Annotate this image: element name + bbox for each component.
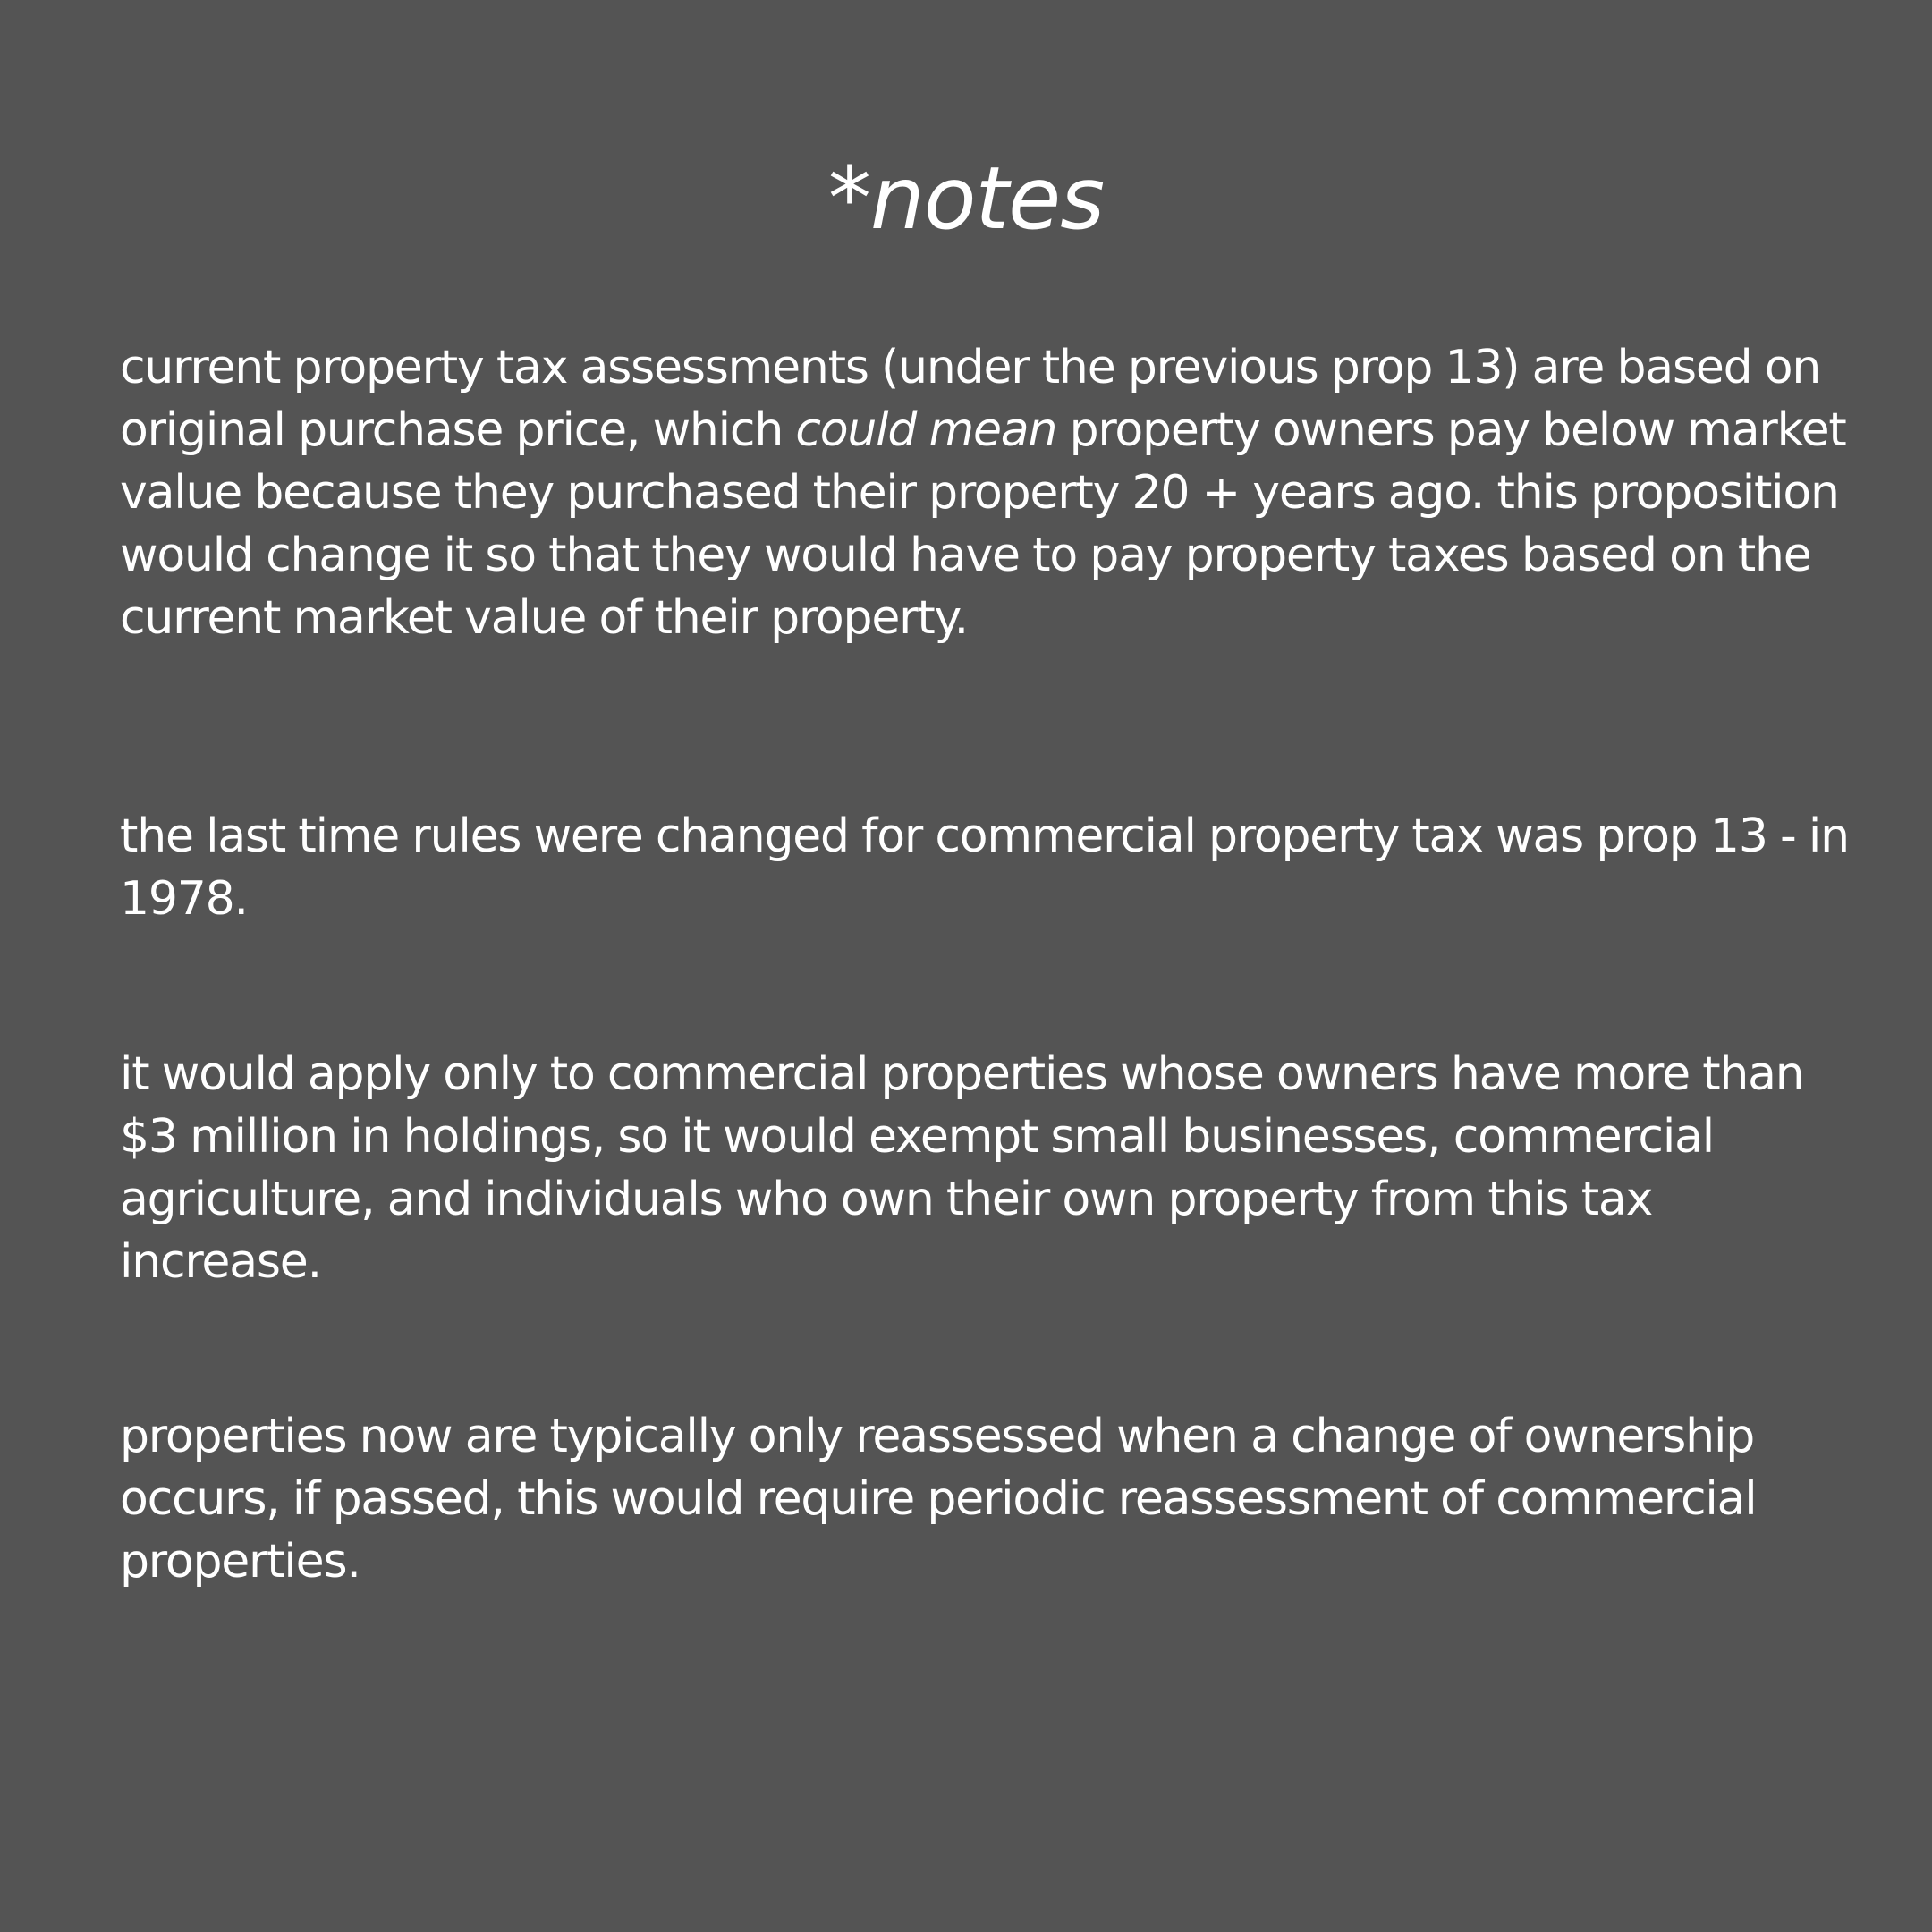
note-paragraph-reassessment: properties now are typically only reassessed when a change of ownership occurs, if passed, this would require periodic reassessment of commercial properties. — [120, 1410, 1757, 1589]
emphasis-could-mean: could mean — [795, 403, 1057, 457]
note-paragraph-applicability: it would apply only to commercial properties whose owners have more than $3 million in holdings, so it would exempt small businesses, commercial agriculture, and individuals who own their own property from this tax increase. — [120, 1047, 1804, 1289]
note-paragraph-last-change: the last time rules were changed for commercial property tax was prop 13 - in 1978. — [120, 809, 1849, 926]
note-text-start: current property tax assessments (under the previous prop 13) are based on original purchase price, which — [120, 341, 1821, 457]
note-paragraph-assessments — [120, 336, 1855, 649]
page-title: *notes — [827, 148, 1105, 249]
note-text-end: property owners pay below market value because they purchased their property 20 + years ago. this proposition would change it so that they would have to pay property taxes based on the current market value of their property. — [120, 403, 1846, 645]
